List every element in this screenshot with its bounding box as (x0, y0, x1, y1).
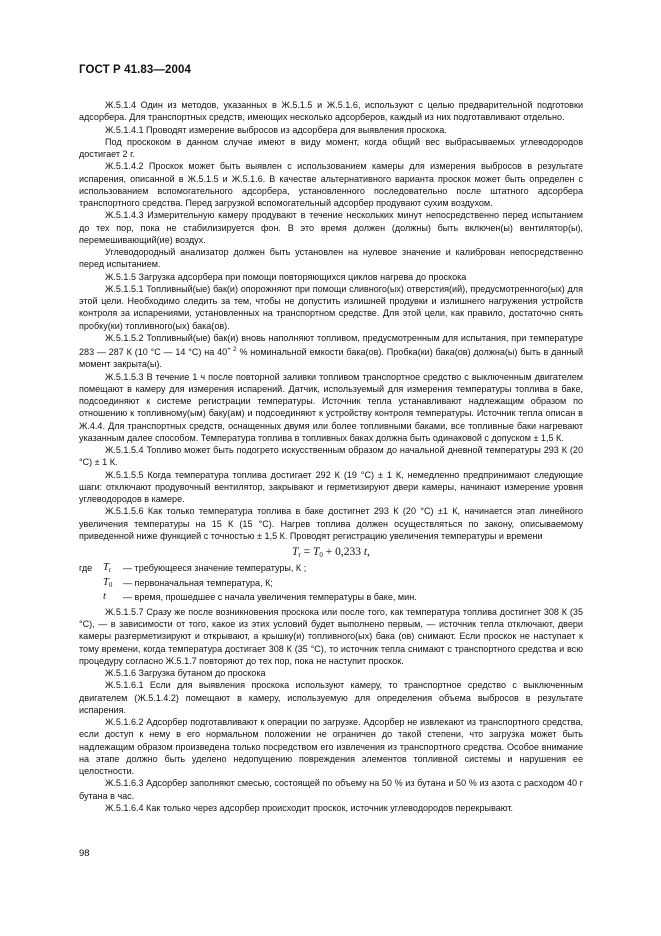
temperature-formula: $T_r = T_0 + 0,233$ t, (292, 546, 370, 559)
paragraph: Ж.5.1.5.4 Топливо может быть подогрето искусственным образом до начальной дневной температуры 293 К (20 °С) ± 1 К. (79, 445, 583, 468)
variable-row (79, 562, 417, 577)
paragraph: Углеводородный анализатор должен быть установлен на нулевое значение и калиброван непосредственно перед испытанием. (79, 247, 583, 270)
variable-symbol: $T_r$ (103, 562, 112, 574)
variable-description: — требующееся значение температуры, К ; (123, 563, 307, 573)
paragraph: Ж.5.1.5.7 Сразу же после возникновения проскока или после того, как температура топлива достигнет 308 К (35 °С), — в зависимости от того, какое из этих условий будет выполнено первым, — источник тепла отключают, двери камеры разгерметизируют и открывают, а крышку(и) топливного(ых) бака (ов) снимают. Если проскок не наступает к тому времени, когда температура достигает 308 К (35 °С), то источник тепла снимают с транспортного средства и всю процедуру согласно Ж.5.1.7 повторяют до тех пор, пока не наступит проскок. (79, 606, 583, 666)
paragraph: Ж.5.1.4.1 Проводят измерение выбросов из адсорбера для выявления проскока. (105, 124, 447, 135)
paragraph (79, 332, 583, 371)
paragraph: Ж.5.1.6.1 Если для выявления проскока используют камеру, то транспортное средство с выключенным двигателем (Ж.5.1.4.2) помещают в камеру, используемую для определения объема выбросов в результате испарения. (79, 680, 583, 715)
paragraph: Ж.5.1.5.6 Как только температура топлива в баке достигнет 293 К (20 °С) ±1 К, начинается этап линейного увеличения температуры на 15 К (15 °С). Нагрев топлива должен осуществляться по закону, описываемому приведенной ниже функцией с точностью ± 1,5 К. Проводят регистрацию увеличения температуры и времени (79, 506, 583, 541)
paragraph-text: % номинальной емкости бака(ов). Пробка(ки) бака(ов) должна(ы) быть в данный момент закрыта(ы). (79, 347, 584, 370)
paragraph: Ж.5.1.4.2 Проскок может быть выявлен с использованием камеры для измерения выбросов в результате испарения, описанной в Ж.5.1.5 и Ж.5.1.6. В качестве альтернативного варианта проскок может быть определен с использованием вспомогательного адсорбера, установленного последовательно после штатного адсорбера транспортного средства. Перед загрузкой вспомогательный адсорбер продувают сухим воздухом. (79, 161, 583, 208)
variable-row (79, 577, 417, 592)
variable-definitions (79, 562, 417, 606)
paragraph: Ж.5.1.5.1 Топливный(ые) бак(и) опорожняют при помощи сливного(ых) отверстия(ий), предусмотренного(ых) для этой цели. Необходимо следить за тем, чтобы не допустить излишней продувки и излишнего нагружения устройств контроля за испарениями, установленных на транспортном средстве. Для этой цели, как правило, достаточно снять пробку(ки) топливного(ых) бака(ов). (79, 283, 583, 331)
tolerance-superscript: + 2 (227, 346, 237, 353)
where-word: где (79, 563, 93, 573)
paragraph-text: Ж.5.1.5.2 Топливный(ые) бак(и) вновь наполняют топливом, предусмотренным для испытания, при температуре 283 — 287 К (10 °С — 14 °С) на 40 (79, 332, 583, 357)
variable-description: — первоначальная температура, К; (123, 577, 273, 588)
paragraph: Ж.5.1.4.3 Измерительную камеру продувают в течение нескольких минут непосредственно перед испытанием до тех пор, пока не стабилизируется фон. В это время должен (должны) быть включен(ы) вентилятор(ы), перемешивающий(ие) воздух. (79, 210, 583, 245)
paragraph: Ж.5.1.4 Один из методов, указанных в Ж.5.1.5 и Ж.5.1.6, используют с целью предварительной подготовки адсорбера. Для транспортных средств, имеющих несколько адсорберов, каждый из них подготавливают отдельно. (79, 100, 583, 123)
paragraph: Ж.5.1.5.5 Когда температура топлива достигает 292 К (19 °С) ± 1 К, немедленно предпринимают следующие шаги: отключают продувочный вентилятор, закрывают и герметизируют двери камеры, начинают измерение уровня углеводородов в камере. (79, 469, 583, 504)
paragraph: Ж.5.1.6.4 Как только через адсорбер происходит проскок, источник углеводородов перекрывают. (105, 802, 513, 813)
variable-description: — время, прошедшее с начала увеличения температуры в баке, мин. (123, 592, 417, 603)
paragraph: Ж.5.1.6.2 Адсорбер подготавливают к операции по загрузке. Адсорбер не извлекают из транспортного средства, если доступ к нему в его нормальном положении не ограничен до такой степени, что загрузка может быть надлежащим образом произведена только посредством его извлечения из транспортного средства. Особое внимание на этапе должно быть уделено недопущению повреждения элементов топливной системы и нарушения ее целостности. (79, 717, 583, 777)
variable-symbol: $T_0$ (103, 576, 113, 589)
section-heading: Ж.5.1.6 Загрузка бутаном до проскока (105, 668, 266, 679)
variable-symbol: t (103, 591, 106, 603)
page-header: ГОСТ Р 41.83—2004 (79, 64, 191, 76)
page-number: 98 (79, 848, 90, 859)
paragraph: Под проскоком в данном случае имеют в виду момент, когда общий вес выбрасываемых углеводородов достигает 2 г. (79, 136, 583, 159)
paragraph: Ж.5.1.5.3 В течение 1 ч после повторной заливки топливом транспортное средство с выключенным двигателем помещают в камеру для измерения испарений. Датчик, используемый для измерения температуры топлива в баке, подсоединяют к системе регистрации температуры. Источник тепла устанавливают надлежащим образом по отношению к топливному(ым) баку(ам) и подсоединяют к устройству контроля температуры. Источник тепла описан в Ж.4.4. Для транспортных средств, оснащенных двумя или более топливными баками, все топливные баки нагревают указанным далее способом. Температура топлива в топливных баках должна быть одинаковой с допуском ± 1,5 К. (79, 371, 583, 443)
variable-row (79, 591, 417, 606)
paragraph: Ж.5.1.6.3 Адсорбер заполняют смесью, состоящей по объему на 50 % из бутана и 50 % из азота с расходом 40 г бутана в час. (79, 778, 583, 801)
section-heading: Ж.5.1.5 Загрузка адсорбера при помощи повторяющихся циклов нагрева до проскока (105, 271, 467, 282)
page-content (79, 99, 583, 814)
